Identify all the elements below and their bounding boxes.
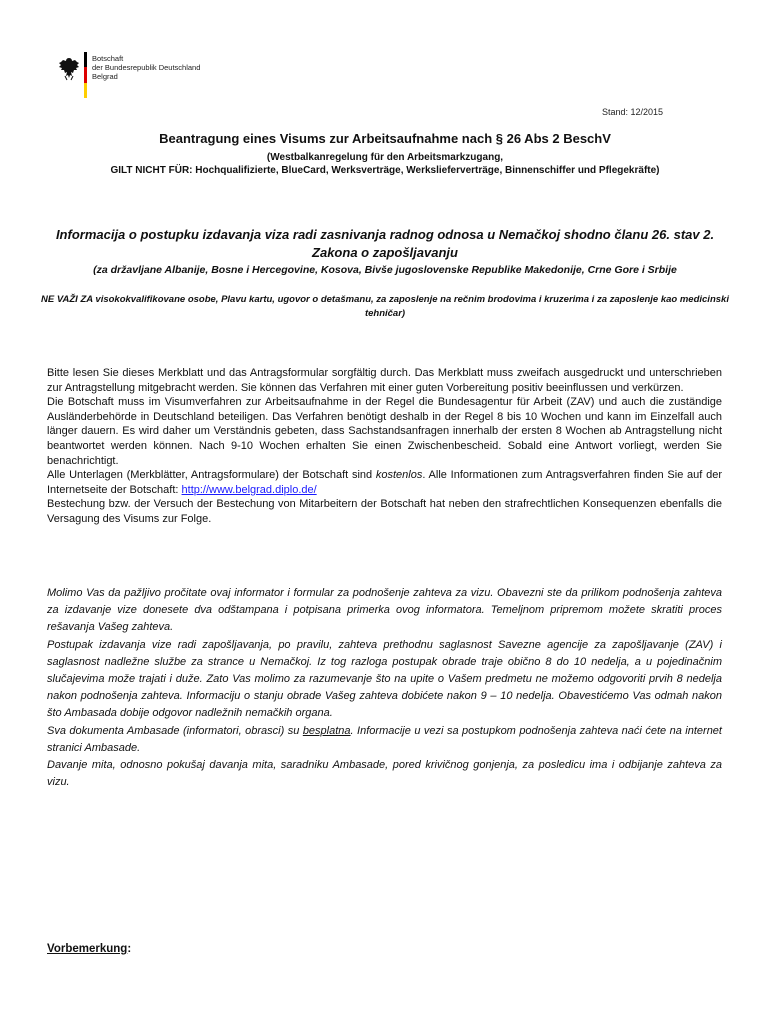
serbian-title-line-2: Zakona o zapošljavanju	[312, 245, 458, 260]
embassy-logo	[58, 52, 200, 98]
serbian-p3-text-b: . Informacije u vezi sa postupkom podnošenja zahteva naći ćete na internet stranici Ambasade.	[47, 724, 722, 754]
vorbemerkung-heading	[47, 943, 131, 955]
serbian-title	[40, 226, 730, 262]
german-p3-text-a: Alle Unterlagen (Merkblätter, Antragsformulare) der Botschaft sind	[47, 469, 376, 482]
federal-eagle-icon	[58, 56, 80, 82]
flag-bar	[84, 52, 87, 98]
serbian-p3-besplatna: besplatna	[302, 724, 351, 737]
logo-line-3: Belgrad	[92, 72, 118, 81]
serbian-paragraph-2: Postupak izdavanja vize radi zapošljavanja, po pravilu, zahteva prethodnu saglasnost Savezne agencije za zapošljavanje (ZAV) i saglasnost nadležne službe za strance u Nemačkoj. Iz tog razloga postupak obrade traje obično 8 do 10 nedelja, a u pojedinačnim slučajevima može trajati i duže. Zato Vas molimo za razumevanje što na upite o Vašem predmetu ne možemo odgovoriti prvih 8 nedelja nakon podnošenja zahteva. Informaciju o stanju obrade Vašeg zahteva dobićete nakon 9 – 10 nedelja. Obavestićemo Vas odmah nakon što Ambasada dobije odgovor nadležnih nemačkih organa.	[47, 638, 722, 720]
serbian-paragraph-3	[47, 723, 722, 757]
serbian-paragraph-1: Molimo Vas da pažljivo pročitate ovaj informator i formular za podnošenje zahteva za vizu. Obavezni ste da prilikom podnošenja zahteva za izdavanje vize donesete dva odštampana i potpisana primerka ovog informatora. Temeljnom pripremom možete skratiti proces rešavanja Vašeg zahteva.	[47, 587, 722, 634]
logo-line-1: Botschaft	[92, 54, 124, 63]
german-paragraph-4: Bestechung bzw. der Versuch der Bestechung von Mitarbeitern der Botschaft hat neben den strafrechtlichen Konsequenzen ebenfalls die Versagung des Visums zur Folge.	[47, 498, 722, 525]
logo-line-2: der Bundesrepublik Deutschland	[92, 63, 201, 72]
serbian-subtitle: (za državljane Albanije, Bosne i Hercegovine, Kosova, Bivše jugoslovenske Republike Makedonije, Crne Gore i Srbije	[93, 264, 677, 276]
german-subtitle	[40, 151, 730, 177]
embassy-website-link[interactable]: http://www.belgrad.diplo.de/	[181, 483, 317, 496]
serbian-p3-text-a: Sva dokumenta Ambasade (informatori, obrasci) su	[47, 724, 303, 737]
german-p3-kostenlos: kostenlos	[375, 469, 423, 482]
vorbemerkung-colon: :	[127, 943, 132, 955]
german-paragraph-2: Die Botschaft muss im Visumverfahren zur Arbeitsaufnahme in der Regel die Bundesagentur für Arbeit (ZAV) und auch die zuständige Ausländerbehörde in Deutschland beteiligen. Das Verfahren benötigt deshalb in der Regel 8 bis 10 Wochen und kann im Einzelfall auch länger dauern. Es wird daher um Verständnis gebeten, dass Sachstandsanfragen innerhalb der ersten 8 Wochen ab Antragstellung nicht beantwortet werden können. Nach 9-10 Wochen erhalten Sie einen Zwischenbescheid. Sobald eine Antwort vorliegt, werden Sie benachrichtigt.	[47, 396, 722, 467]
german-body	[47, 366, 722, 527]
german-paragraph-3	[47, 468, 722, 497]
german-p3-text-b: . Alle Informationen zum Antragsverfahren finden Sie auf der Internetseite der Botschaft:	[47, 469, 722, 496]
serbian-exclusion-note: NE VAŽI ZA visokokvalifikovane osobe, Plavu kartu, ugovor o detašmanu, za zaposlenje na rečnim brodovima i kruzerima i za zaposlenje kao medicinski tehničar)	[41, 294, 729, 319]
serbian-paragraph-4: Davanje mita, odnosno pokušaj davanja mita, saradniku Ambasade, pored krivičnog gonjenja, za posledicu ima i odbijanje zahteva za vizu.	[47, 759, 722, 789]
german-paragraph-1: Bitte lesen Sie dieses Merkblatt und das Antragsformular sorgfältig durch. Das Merkblatt muss zweifach ausgedruckt und unterschrieben zur Antragstellung mitgebracht werden. Sie können das Verfahren mit einer guten Vorbereitung positiv beeinflussen und verkürzen.	[47, 367, 722, 394]
stand-date: Stand: 12/2015	[601, 107, 663, 117]
german-title: Beantragung eines Visums zur Arbeitsaufnahme nach § 26 Abs 2 BeschV	[159, 131, 611, 146]
german-subtitle-line-1: (Westbalkanregelung für den Arbeitsmarkzugang,	[266, 152, 504, 163]
serbian-title-line-1: Informacija o postupku izdavanja viza radi zasnivanja radnog odnosa u Nemačkoj shodno članu 26. stav 2.	[55, 227, 715, 242]
serbian-body	[47, 585, 722, 791]
german-subtitle-line-2: GILT NICHT FÜR: Hochqualifizierte, BlueCard, Werksverträge, Werkslieferverträge, Binnenschiffer und Pflegekräfte)	[110, 165, 660, 176]
vorbemerkung-label: Vorbemerkung	[47, 943, 128, 955]
embassy-name	[92, 52, 200, 81]
